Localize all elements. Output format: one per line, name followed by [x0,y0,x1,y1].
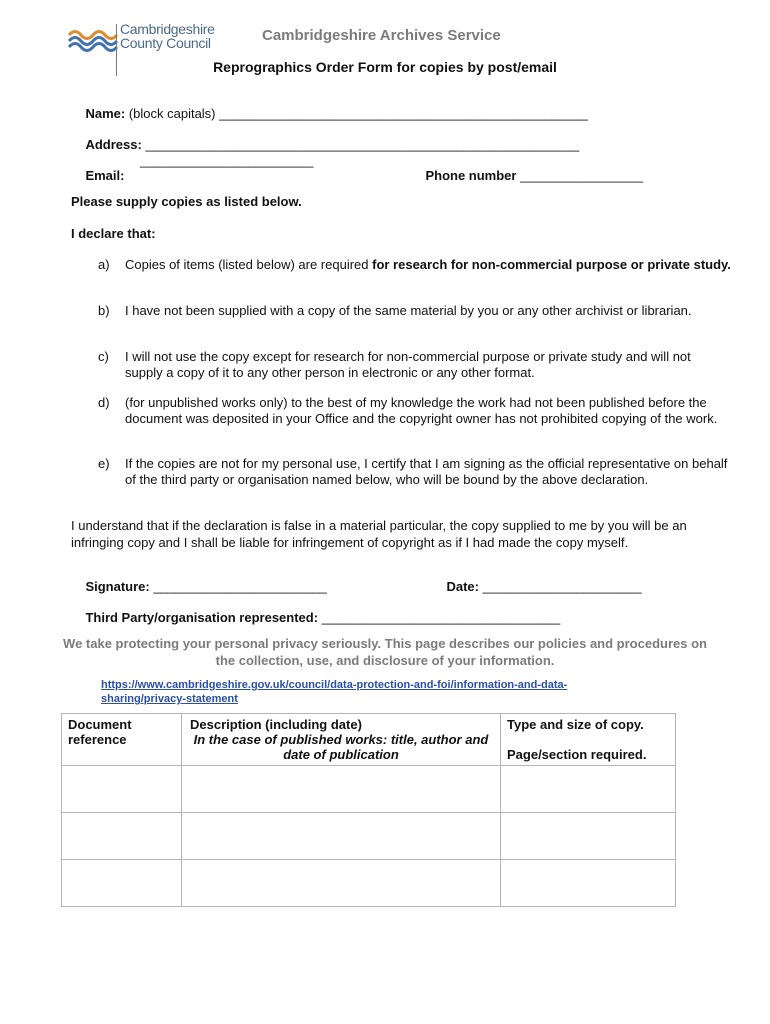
form-title: Reprographics Order Form for copies by post/email [213,59,557,75]
date-label: Date: [446,579,479,594]
declaration-label: c) [98,349,109,364]
declaration-text: I will not use the copy except for research for non-commercial purpose or private study and will not supply a copy of it to any other person in electronic or any other format. [125,349,691,380]
email-line[interactable]: ________________________ [140,153,314,168]
declaration-label: d) [98,395,110,410]
document-reference-cell[interactable] [62,860,182,907]
supply-instruction: Please supply copies as listed below. [71,194,302,209]
signature-line[interactable]: ________________________ [149,579,327,594]
name-line[interactable]: (block capitals) ___________________________________________________ [125,106,588,121]
third-party-line[interactable]: _________________________________ [318,610,561,625]
declaration-text: I have not been supplied with a copy of the same material by you or any other archivist or librarian. [125,303,692,318]
order-table [61,713,676,907]
phone-field[interactable] [411,153,643,198]
description-cell[interactable] [182,766,501,813]
table-row [62,813,676,860]
description-cell[interactable] [182,813,501,860]
third-party-field[interactable] [71,595,560,640]
signature-label: Signature: [85,579,150,594]
address-line[interactable]: ____________________________________________________________ [141,137,580,152]
declaration-bold-text: for research for non-commercial purpose or private study. [372,257,731,272]
declaration-label: a) [98,257,110,272]
type-size-cell[interactable] [501,860,676,907]
page-section-header: Page/section required. [507,747,647,762]
column-header-type-size [501,714,676,766]
table-row [62,860,676,907]
description-header-main: Description (including date) [190,717,362,732]
table-header-row [62,714,676,766]
declaration-label: b) [98,303,110,318]
type-size-header: Type and size of copy. [507,717,644,732]
column-header-document-reference: Document reference [62,714,182,766]
understand-statement: I understand that if the declaration is false in a material particular, the copy supplied to me by you will be an infringing copy and I shall be liable for infringement of copyright as if I had made the copy myself. [71,518,687,550]
description-cell[interactable] [182,860,501,907]
phone-line[interactable]: _________________ [516,168,643,183]
logo-line-1: Cambridgeshire [120,21,215,37]
declaration-text: Copies of items (listed below) are required [125,257,373,272]
name-label: Name: [85,106,126,121]
column-header-description [182,714,501,766]
privacy-notice: We take protecting your personal privacy seriously. This page describes our policies and procedures on the collection, use, and disclosure of your information. [63,636,707,668]
wave-logo-icon [68,26,118,52]
email-label: Email: [85,168,125,183]
declaration-label: e) [98,456,110,471]
type-size-cell[interactable] [501,766,676,813]
declaration-text: (for unpublished works only) to the best of my knowledge the work had not been published before the document was deposited in your Office and the copyright owner has not prohibited copying of the work. [125,395,718,426]
declare-heading: I declare that: [71,226,156,241]
document-reference-cell[interactable] [62,766,182,813]
address-label: Address: [85,137,142,152]
declaration-text: If the copies are not for my personal use, I certify that I am signing as the official representative on behalf of the third party or organisation named below, who will be bound by the above declaration. [125,456,728,487]
date-line[interactable]: ______________________ [478,579,642,594]
service-name: Cambridgeshire Archives Service [262,27,501,44]
logo-text [120,22,215,50]
logo-line-2: County Council [120,35,211,51]
table-row [62,766,676,813]
third-party-label: Third Party/organisation represented: [85,610,319,625]
phone-label: Phone number [425,168,517,183]
document-reference-cell[interactable] [62,813,182,860]
description-header-sub: In the case of published works: title, author and date of publication [193,732,489,762]
type-size-cell[interactable] [501,813,676,860]
privacy-link[interactable]: https://www.cambridgeshire.gov.uk/council/data-protection-and-foi/information-and-data-sharing/privacy-statement [101,679,568,705]
